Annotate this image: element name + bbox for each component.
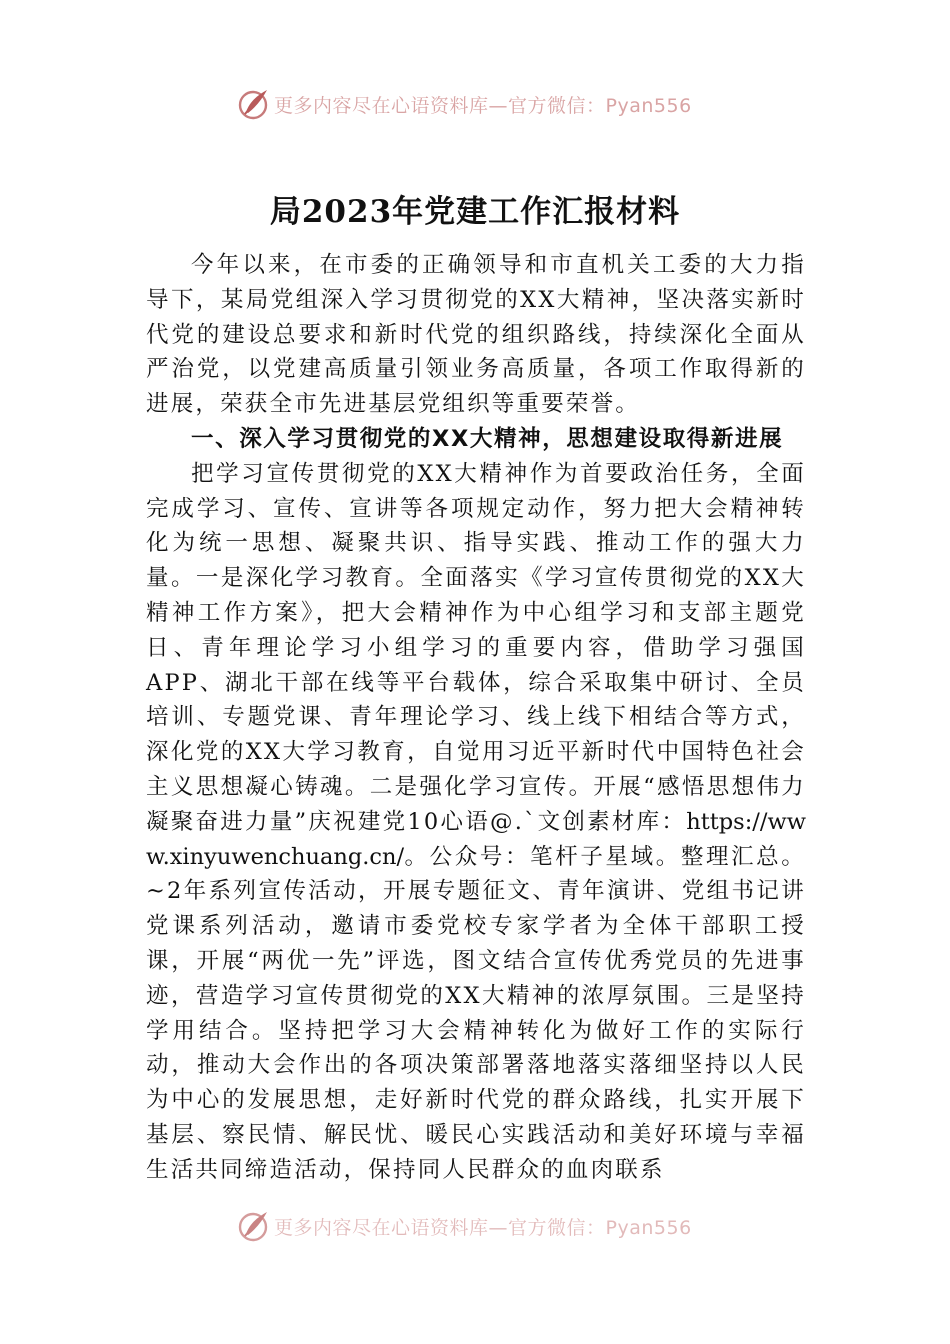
watermark-header (236, 84, 692, 124)
website-url: https://www.xinyuwenchuang.cn/ (146, 808, 806, 870)
feather-logo-icon (236, 87, 270, 121)
intro-paragraph: 今年以来，在市委的正确领导和市直机关工委的大力指导下，某局党组深入学习贯彻党的XX大精神，坚决落实新时代党的建设总要求和新时代党的组织路线，持续深化全面从严治党，以党建高质量引领业务高质量，各项工作取得新的进展，荣获全市先进基层党组织等重要荣誉。 (146, 252, 806, 418)
section-paragraph (146, 457, 806, 1188)
section-heading: 一、深入学习贯彻党的XX大精神，思想建设取得新进展 (191, 425, 784, 452)
feather-logo-icon (236, 1209, 270, 1243)
section-text-part2: 。公众号：笔杆子星域。整理汇总。~2年系列宣传活动，开展专题征文、青年演讲、党组书记讲党课系列活动，邀请市委党校专家学者为全体干部职工授课，开展“两优一先”评选，图文结合宣传优秀党员的先进事迹，营造学习宣传贯彻党的XX大精神的浓厚氛围。三是坚持学用结合。坚持把学习大会精神转化为做好工作的实际行动，推动大会作出的各项决策部署落地落实落细坚持以人民为中心的发展思想，走好新时代党的群众路线，扎实开展下基层、察民情、解民忧、暖民心实践活动和美好环境与幸福生活共同缔造活动，保持同人民群众的血肉联系 (146, 843, 806, 1183)
document-body (146, 248, 806, 1188)
watermark-text: 更多内容尽在心语资料库—官方微信：Pyan556 (274, 1216, 692, 1239)
watermark-footer (236, 1206, 692, 1246)
section-text-part1: 把学习宣传贯彻党的XX大精神作为首要政治任务，全面完成学习、宣传、宣讲等各项规定动作，努力把大会精神转化为统一思想、凝聚共识、指导实践、推动工作的强大力量。一是深化学习教育。全面落实《学习宣传贯彻党的XX大精神工作方案》，把大会精神作为中心组学习和支部主题党日、青年理论学习小组学习的重要内容，借助学习强国APP、湖北干部在线等平台载体，综合采取集中研讨、全员培训、专题党课、青年理论学习、线上线下相结合等方式，深化党的XX大学习教育，自觉用习近平新时代中国特色社会主义思想凝心铸魂。二是强化学习宣传。开展“感悟思想伟力凝聚奋进力量”庆祝建党10心语@.`文创素材库： (146, 460, 806, 835)
document-title: 局2023年党建工作汇报材料 (269, 194, 681, 230)
watermark-text: 更多内容尽在心语资料库—官方微信：Pyan556 (274, 94, 692, 117)
